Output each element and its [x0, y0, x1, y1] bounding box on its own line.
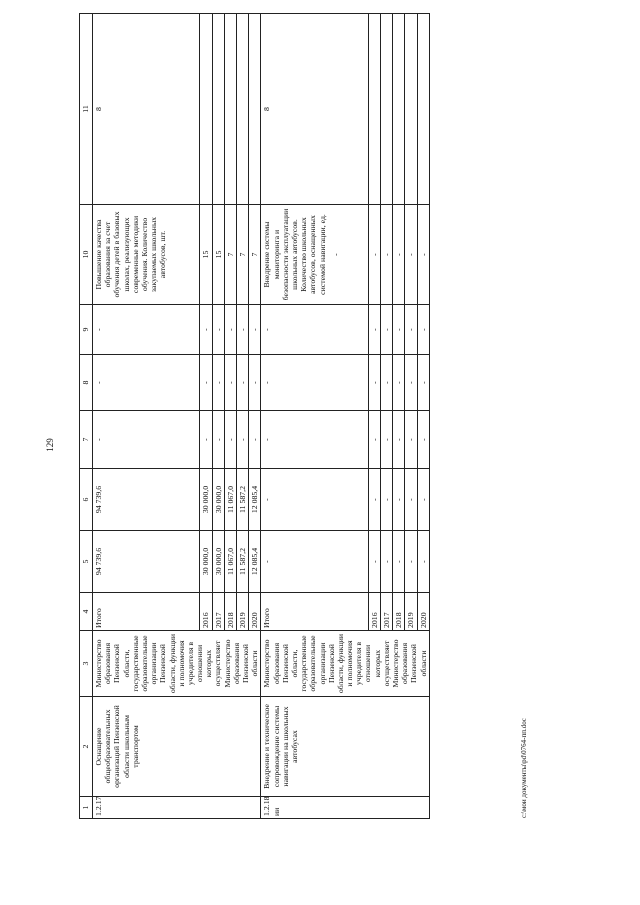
year-value: -	[417, 531, 429, 593]
activity-row	[261, 14, 368, 819]
year-label: 2018	[393, 593, 405, 631]
year-indicator: 15	[212, 205, 224, 305]
total-value: -	[261, 531, 368, 593]
year-indicator: 7	[237, 205, 249, 305]
header-cell: 4	[80, 593, 93, 631]
activity-name: Оснащение общеобразовательных организаций Пензенской области школьным транспортом	[93, 697, 261, 797]
activity-number: 1.2.17	[93, 797, 261, 819]
total-value: 94 739,6	[93, 531, 200, 593]
year-value: -	[381, 531, 393, 593]
year-value: -	[381, 355, 393, 411]
year-value: 11 067,0	[224, 469, 236, 531]
year-target-empty	[417, 14, 429, 205]
total-value: 94 739,6	[93, 469, 200, 531]
year-value: -	[405, 411, 417, 469]
year-value: -	[212, 411, 224, 469]
activity-executor: Министерство образования Пензенской области, государственные образовательные организации Пензенской области, функции и полномочия учредителя в отношении которых осуществляет Министерство образования Пензенской области	[261, 631, 429, 697]
year-value: -	[237, 305, 249, 355]
year-value: -	[417, 469, 429, 531]
header-cell: 1	[80, 797, 93, 819]
year-target-empty	[249, 14, 261, 205]
year-value: -	[381, 411, 393, 469]
year-value: -	[368, 469, 380, 531]
header-row	[80, 14, 93, 819]
year-indicator: 7	[224, 205, 236, 305]
year-value: -	[417, 355, 429, 411]
year-value: -	[237, 355, 249, 411]
year-value: -	[405, 355, 417, 411]
year-value: 30 000,0	[200, 469, 212, 531]
year-value: 30 000,0	[200, 531, 212, 593]
year-value: 30 000,0	[212, 531, 224, 593]
year-label: 2017	[381, 593, 393, 631]
year-target-empty	[393, 14, 405, 205]
year-value: -	[200, 305, 212, 355]
year-indicator: -	[393, 205, 405, 305]
year-value: -	[393, 355, 405, 411]
indicator-text: Повышение качества образования за счет обучения детей в базовых школах, реализующих современные методики обучения. Количество закупаемых школьных автобусов, шт.	[94, 211, 168, 298]
year-target-empty	[224, 14, 236, 205]
total-value: -	[261, 355, 368, 411]
year-value: -	[417, 305, 429, 355]
table-body	[80, 14, 430, 819]
year-label: 2016	[368, 593, 380, 631]
activity-name: Внедрение и техническое сопровождение системы навигации на школьных автобусах	[261, 697, 429, 797]
year-value: -	[249, 355, 261, 411]
header-cell: 6	[80, 469, 93, 531]
year-value: -	[381, 469, 393, 531]
total-value: -	[261, 469, 368, 531]
year-value: -	[381, 305, 393, 355]
year-label: 2019	[405, 593, 417, 631]
total-value: -	[93, 305, 200, 355]
year-target-empty	[212, 14, 224, 205]
year-value: -	[200, 355, 212, 411]
header-cell: 11	[80, 14, 93, 205]
year-label: 2020	[249, 593, 261, 631]
indicator-text: Внедрение системы мониторинга и безопасности эксплуатации школьных автобусов. Количество школьных автобусов, оснащенных системой навигации, ед.	[262, 208, 327, 301]
year-value: -	[212, 355, 224, 411]
indicator-cell	[93, 205, 200, 305]
header-cell: 2	[80, 697, 93, 797]
year-label: 2019	[237, 593, 249, 631]
target-value: 8	[261, 14, 368, 205]
program-activities-table	[79, 13, 430, 819]
year-label: 2017	[212, 593, 224, 631]
year-label: 2018	[224, 593, 236, 631]
rotated-table-sheet	[79, 14, 610, 819]
year-value: -	[200, 411, 212, 469]
year-indicator: 15	[200, 205, 212, 305]
year-value: -	[368, 411, 380, 469]
total-label: Итого	[261, 593, 368, 631]
indicator-total: -	[330, 253, 340, 256]
year-indicator: -	[405, 205, 417, 305]
header-cell: 3	[80, 631, 93, 697]
year-target-empty	[368, 14, 380, 205]
year-label: 2020	[417, 593, 429, 631]
year-value: -	[393, 305, 405, 355]
file-path-text: c:\мои документы\pd\0764-пп.doc	[520, 718, 528, 818]
indicator-cell	[261, 205, 368, 305]
year-value: -	[224, 411, 236, 469]
activity-number: 1.2.18 ии	[261, 797, 429, 819]
year-value: 12 085,4	[249, 531, 261, 593]
activity-row	[93, 14, 200, 819]
year-indicator: -	[381, 205, 393, 305]
header-cell: 5	[80, 531, 93, 593]
year-value: -	[224, 305, 236, 355]
year-value: -	[249, 411, 261, 469]
year-value: -	[393, 531, 405, 593]
year-indicator: -	[368, 205, 380, 305]
total-value: -	[261, 411, 368, 469]
year-value: -	[393, 411, 405, 469]
year-value: -	[368, 531, 380, 593]
header-cell: 9	[80, 305, 93, 355]
year-value: -	[249, 305, 261, 355]
header-cell: 8	[80, 355, 93, 411]
year-value: 30 000,0	[212, 469, 224, 531]
year-value: 11 587,2	[237, 531, 249, 593]
year-value: -	[224, 355, 236, 411]
total-label: Итого	[93, 593, 200, 631]
year-value: -	[237, 411, 249, 469]
header-cell: 10	[80, 205, 93, 305]
total-value: -	[261, 305, 368, 355]
year-value: 11 587,2	[237, 469, 249, 531]
year-indicator: 7	[249, 205, 261, 305]
target-value: 8	[93, 14, 200, 205]
year-target-empty	[405, 14, 417, 205]
year-indicator: -	[417, 205, 429, 305]
year-value: -	[393, 469, 405, 531]
year-target-empty	[237, 14, 249, 205]
year-value: -	[368, 355, 380, 411]
year-value: 11 067,0	[224, 531, 236, 593]
year-value: -	[417, 411, 429, 469]
year-value: -	[405, 531, 417, 593]
year-value: -	[405, 305, 417, 355]
year-value: -	[368, 305, 380, 355]
page-number: 129	[45, 438, 55, 452]
year-target-empty	[381, 14, 393, 205]
year-value: -	[212, 305, 224, 355]
total-value: -	[93, 355, 200, 411]
header-cell: 7	[80, 411, 93, 469]
year-target-empty	[200, 14, 212, 205]
year-value: -	[405, 469, 417, 531]
year-value: 12 085,4	[249, 469, 261, 531]
activity-executor: Министерство образования Пензенской области, государственные образовательные организации Пензенской области, функции и полномочия учредителя в отношении которых осуществляет Министерство образования Пензенской области	[93, 631, 261, 697]
total-value: -	[93, 411, 200, 469]
year-label: 2016	[200, 593, 212, 631]
